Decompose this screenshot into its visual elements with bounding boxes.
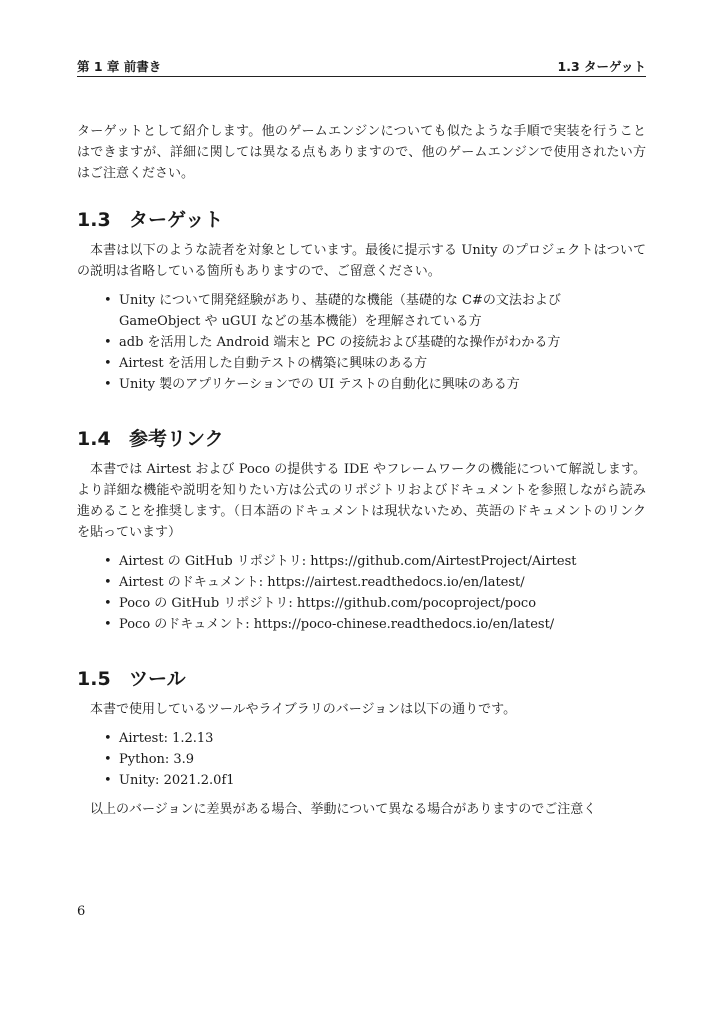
list-item: • Unity: 2021.2.0f1	[77, 770, 646, 791]
header-section: 1.3 ターゲット	[557, 59, 646, 74]
list-item: • Poco のドキュメント: https://poco-chinese.readthedocs.io/en/latest/	[77, 614, 646, 635]
section-title: ツール	[129, 668, 186, 690]
section-number: 1.4	[77, 428, 111, 450]
header-chapter: 第 1 章 前書き	[77, 59, 162, 74]
section-heading-links	[77, 427, 646, 451]
section-heading-target	[77, 208, 646, 232]
list-item: • Python: 3.9	[77, 749, 646, 770]
section-heading-tools	[77, 667, 646, 691]
section-number: 1.3	[77, 209, 111, 231]
list-item: • Poco の GitHub リポジトリ: https://github.com/pocoproject/poco	[77, 593, 646, 614]
list-item: • adb を活用した Android 端末と PC の接続および基礎的な操作がわかる方	[77, 332, 646, 353]
target-reader-list	[77, 290, 646, 395]
intro-paragraph: ターゲットとして紹介します。他のゲームエンジンについても似たような手順で実装を行うことはできますが、詳細に関しては異なる点もありますので、他のゲームエンジンで使用されたい方はご注意ください。	[77, 124, 646, 181]
section-paragraph: 本書は以下のような読者を対象としています。最後に提示する Unity のプロジェクトはついての説明は省略している箇所もありますので、ご留意ください。	[77, 243, 646, 279]
page-content	[77, 121, 646, 820]
list-item: • Airtest を活用した自動テストの構築に興味のある方	[77, 353, 646, 374]
list-item: • Airtest の GitHub リポジトリ: https://github.com/AirtestProject/Airtest	[77, 551, 646, 572]
closing-paragraph: 以上のバージョンに差異がある場合、挙動について異なる場合がありますのでご注意く	[90, 802, 597, 817]
section-paragraph: 本書では Airtest および Poco の提供する IDE やフレームワークの機能について解説します。より詳細な機能や説明を知りたい方は公式のリポジトリおよびドキュメントを参照しながら読み進めることを推奨します。（日本語のドキュメントは現状ないため、英語のドキュメントのリンクを貼っています）	[77, 462, 646, 540]
list-item: • Unity 製のアプリケーションでの UI テストの自動化に興味のある方	[77, 374, 646, 395]
section-title: ターゲット	[129, 209, 224, 231]
section-number: 1.5	[77, 668, 111, 690]
reference-link-list	[77, 551, 646, 635]
list-item: • Airtest のドキュメント: https://airtest.readthedocs.io/en/latest/	[77, 572, 646, 593]
page-number: 6	[77, 904, 86, 919]
tool-version-list	[77, 728, 646, 791]
running-header	[77, 60, 646, 77]
section-title: 参考リンク	[129, 428, 224, 450]
section-paragraph: 本書で使用しているツールやライブラリのバージョンは以下の通りです。	[90, 702, 517, 717]
list-item: • Unity について開発経験があり、基礎的な機能（基礎的な C#の文法および GameObject や uGUI などの基本機能）を理解されている方	[77, 290, 646, 332]
list-item: • Airtest: 1.2.13	[77, 728, 646, 749]
